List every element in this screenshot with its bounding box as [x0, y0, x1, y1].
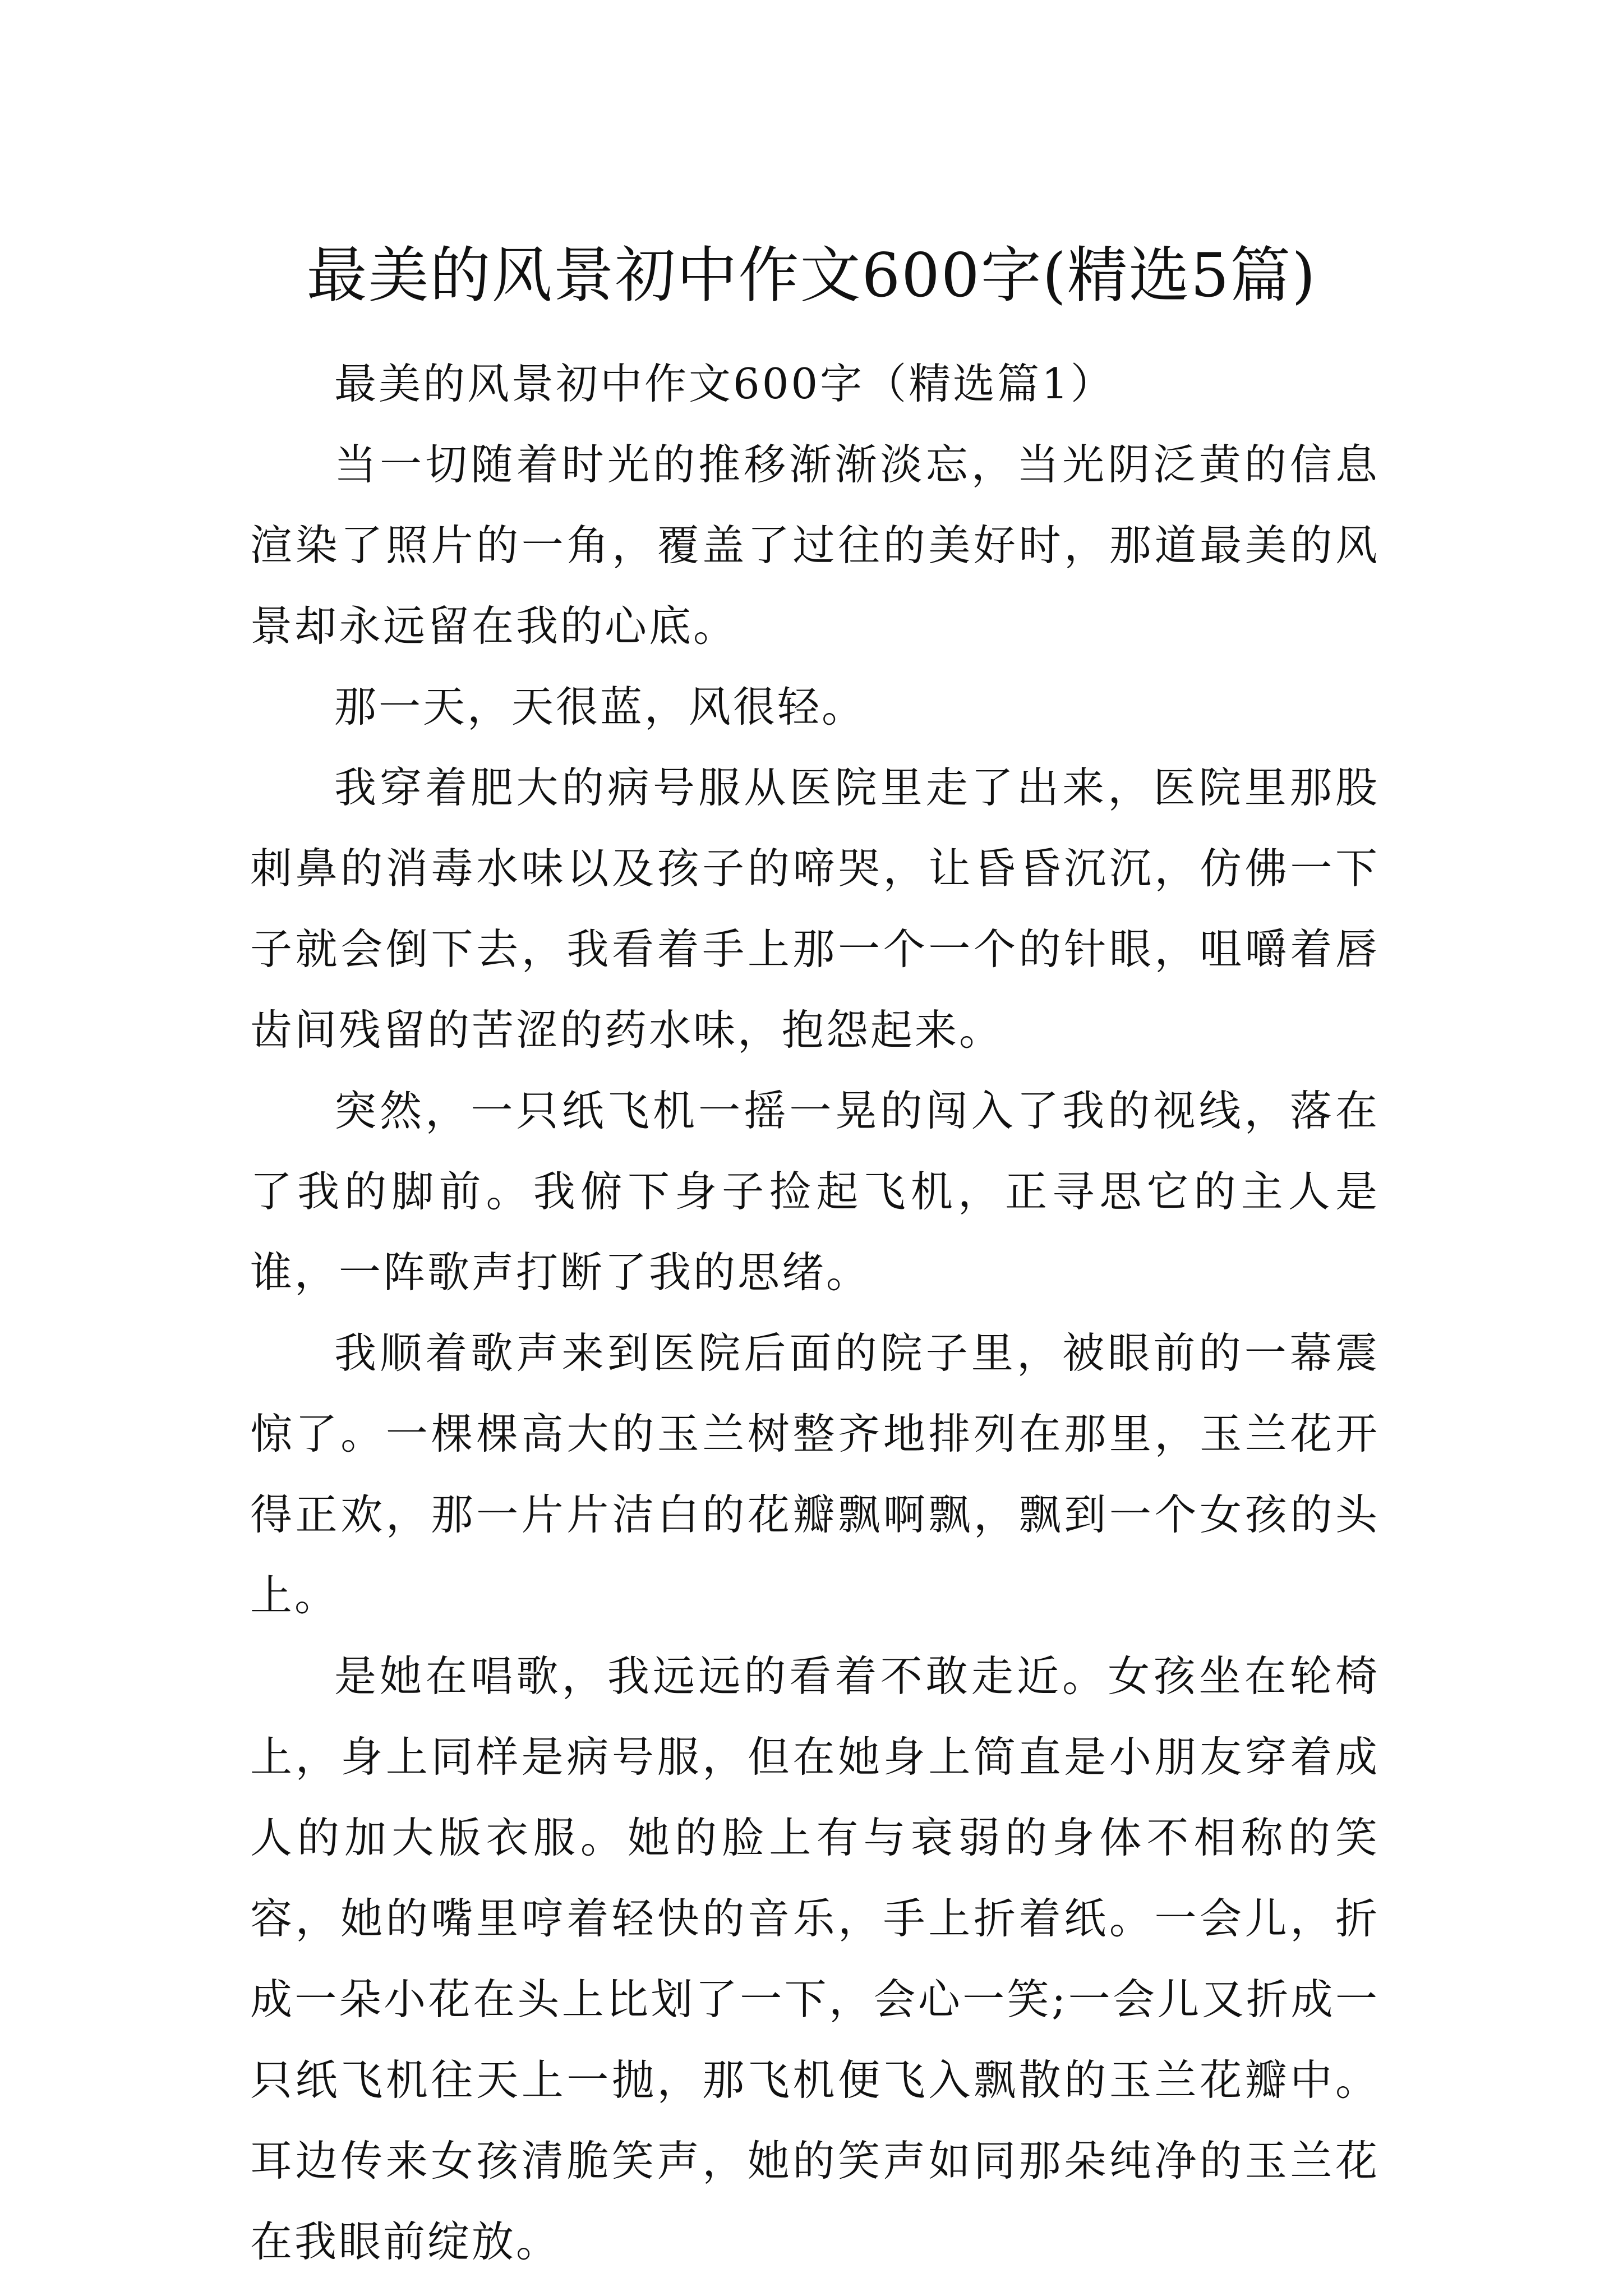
paragraph: 我顺着歌声来到医院后面的院子里，被眼前的一幕震惊了。一棵棵高大的玉兰树整齐地排列在那里，玉兰花开得正欢，那一片片洁白的花瓣飘啊飘，飘到一个女孩的头上。: [250, 1328, 1380, 1620]
document-body: [250, 343, 1380, 2282]
paragraph: 我穿着肥大的病号服从医院里走了出来，医院里那股刺鼻的消毒水味以及孩子的啼哭，让昏昏沉沉，仿佛一下子就会倒下去，我看着手上那一个一个的针眼，咀嚼着唇齿间残留的苦涩的药水味，抱怨起来。: [250, 763, 1380, 1055]
document-title: 最美的风景初中作文600字(精选5篇): [306, 241, 1317, 311]
paragraph: 突然，一只纸飞机一摇一晃的闯入了我的视线，落在了我的脚前。我俯下身子捡起飞机，正寻思它的主人是谁，一阵歌声打断了我的思绪。: [250, 1086, 1380, 1297]
paragraph: 当一切随着时光的推移渐渐淡忘，当光阴泛黄的信息渲染了照片的一角，覆盖了过往的美好时，那道最美的风景却永远留在我的心底。: [250, 440, 1380, 651]
paragraph: 那一天，天很蓝，风很轻。: [334, 682, 866, 731]
paragraph: 是她在唱歌，我远远的看着不敢走近。女孩坐在轮椅上，身上同样是病号服，但在她身上简直是小朋友穿着成人的加大版衣服。她的脸上有与衰弱的身体不相称的笑容，她的嘴里哼着轻快的音乐，手上折着纸。一会儿，折成一朵小花在头上比划了一下，会心一笑;一会儿又折成一只纸飞机往天上一抛，那飞机便飞入飘散的玉兰花瓣中。耳边传来女孩清脆笑声，她的笑声如同那朵纯净的玉兰花在我眼前绽放。: [250, 1651, 1380, 2266]
paragraph-section-heading: 最美的风景初中作文600字（精选篇1）: [334, 359, 1115, 408]
